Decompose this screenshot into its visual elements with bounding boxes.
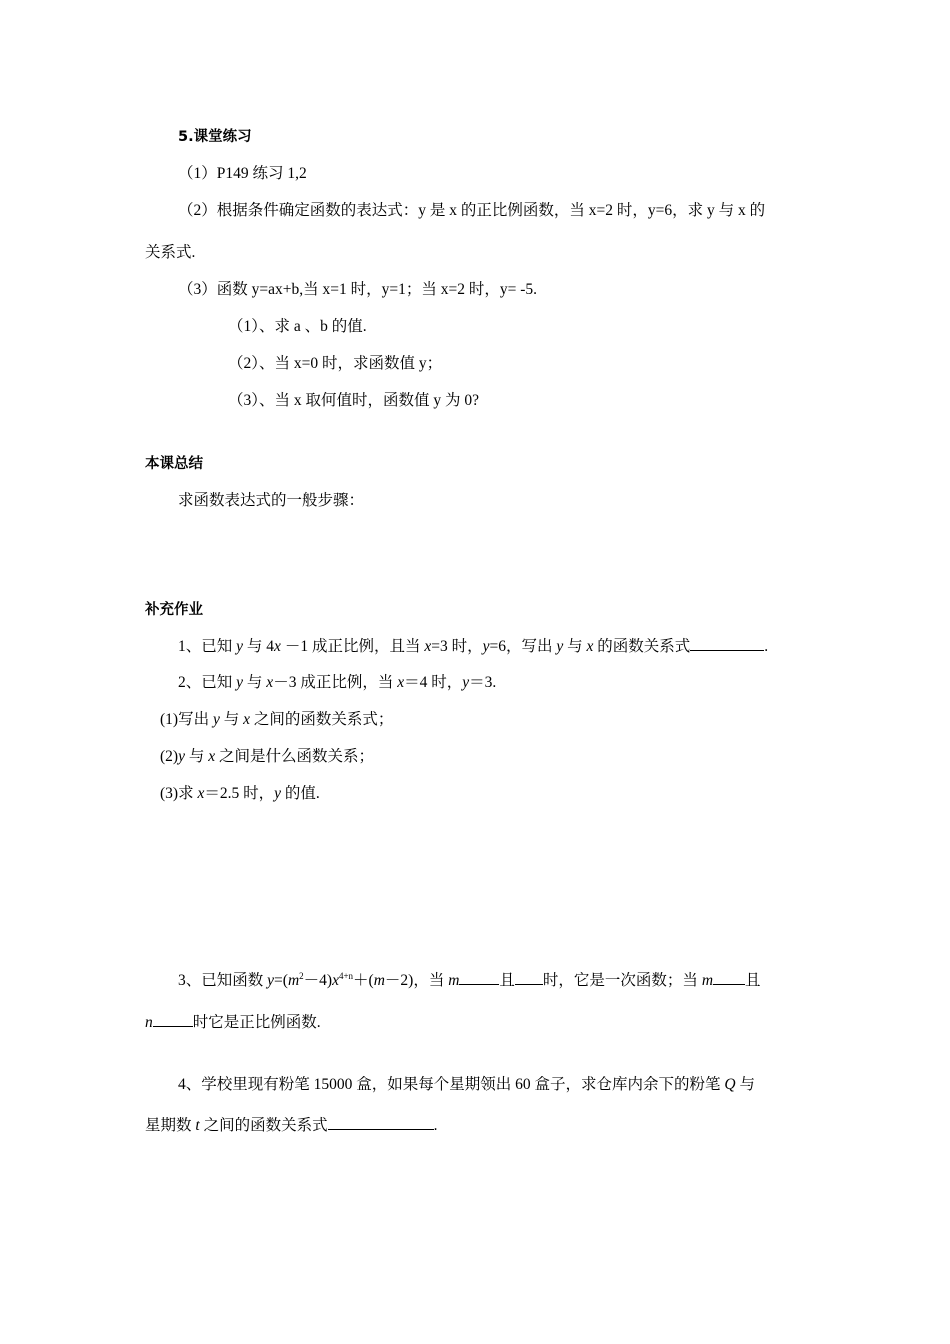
homework-question-4-line-2 xyxy=(145,1115,437,1136)
var: m xyxy=(287,972,300,989)
text: －4) xyxy=(303,972,333,989)
text: ＝4 时， xyxy=(404,674,463,691)
practice-sub-2: （2）、当 x=0 时，求函数值 y； xyxy=(228,355,443,372)
answer-blank[interactable] xyxy=(713,970,745,985)
var: x xyxy=(332,972,339,989)
practice-heading: 5.课堂练习 xyxy=(178,129,252,145)
text: －3 成正比例，当 xyxy=(273,674,398,691)
answer-blank[interactable] xyxy=(153,1012,193,1027)
text: －2)，当 xyxy=(384,972,449,989)
var: x xyxy=(266,674,274,691)
homework-heading: 补充作业 xyxy=(145,602,203,618)
text: (3)求 xyxy=(160,785,198,802)
homework-question-2 xyxy=(178,673,496,693)
practice-sub-1: （1）、求 a 、b 的值. xyxy=(228,318,367,335)
text: (1)写出 xyxy=(160,711,213,728)
var: x xyxy=(197,785,205,802)
var: y xyxy=(236,674,244,691)
homework-question-2-part-1 xyxy=(160,710,393,730)
text: ＝2.5 时， xyxy=(204,785,275,802)
text: 之间的函数关系式； xyxy=(250,711,394,728)
text: 2、已知 xyxy=(178,674,237,691)
text: 与 xyxy=(219,711,244,728)
exponent: 2 xyxy=(299,971,304,981)
text: (2) xyxy=(160,748,179,765)
text: 3、已知函数 xyxy=(178,972,268,989)
text: 与 xyxy=(563,638,587,655)
summary-text: 求函数表达式的一般步骤： xyxy=(178,492,365,509)
text: ＝3. xyxy=(469,674,497,691)
var: x xyxy=(243,711,250,728)
var: Q xyxy=(724,1076,736,1093)
practice-item-3: （3）函数 y=ax+b,当 x=1 时，y=1；当 x=2 时，y= -5. xyxy=(178,281,537,298)
text: 与 xyxy=(243,674,267,691)
text: 星期数 xyxy=(145,1117,196,1134)
text: 且 xyxy=(499,972,515,989)
var: y xyxy=(178,748,185,765)
text: －1 成正比例，且当 xyxy=(280,638,425,655)
var: m xyxy=(448,972,460,989)
answer-blank[interactable] xyxy=(690,636,764,651)
exponent: 4+n xyxy=(338,971,354,981)
practice-item-2-line-1: （2）根据条件确定函数的表达式：y 是 x 的正比例函数，当 x=2 时，y=6，求 y 与 x 的 xyxy=(178,202,766,219)
practice-sub-3: （3）、当 x 取何值时，函数值 y 为 0? xyxy=(228,392,480,409)
text: 之间的函数关系式 xyxy=(199,1117,328,1134)
var: x xyxy=(274,638,281,655)
practice-item-1: （1）P149 练习 1,2 xyxy=(178,165,307,182)
text: =6，写出 xyxy=(489,638,557,655)
var: y xyxy=(556,638,564,655)
var: m xyxy=(373,972,385,989)
homework-question-4-line-1 xyxy=(178,1075,755,1095)
var: n xyxy=(145,1014,153,1031)
practice-item-2-line-2: 关系式. xyxy=(145,244,196,261)
var: y xyxy=(267,972,275,989)
homework-question-3-line-2 xyxy=(145,1012,321,1033)
text: =( xyxy=(274,972,288,989)
text: =3 时， xyxy=(431,638,483,655)
text: 4、学校里现有粉笔 15000 盒，如果每个星期领出 60 盒子，求仓库内余下的粉笔 xyxy=(178,1076,725,1093)
var: y xyxy=(274,785,281,802)
answer-blank[interactable] xyxy=(459,970,499,985)
text: 1、已知 xyxy=(178,638,237,655)
homework-question-3-line-1 xyxy=(178,970,761,991)
var: m xyxy=(701,972,714,989)
homework-question-2-part-2 xyxy=(160,747,374,767)
text: 与 xyxy=(184,748,209,765)
var: y xyxy=(236,638,244,655)
text: . xyxy=(764,638,769,655)
text: 且 xyxy=(745,972,761,989)
var: y xyxy=(482,638,490,655)
homework-question-2-part-3 xyxy=(160,784,320,804)
text: 与 xyxy=(735,1076,755,1093)
summary-heading: 本课总结 xyxy=(145,456,203,472)
text: 的值. xyxy=(281,785,320,802)
answer-blank[interactable] xyxy=(515,970,543,985)
var: t xyxy=(195,1117,200,1134)
text: ＋( xyxy=(353,972,374,989)
var: y xyxy=(212,711,220,728)
text: 时，它是一次函数；当 xyxy=(542,972,702,989)
var: x xyxy=(397,674,405,691)
var: x xyxy=(208,748,216,765)
answer-blank[interactable] xyxy=(328,1115,434,1130)
text: 与 4 xyxy=(243,638,275,655)
text: 之间是什么函数关系； xyxy=(215,748,375,765)
var: x xyxy=(586,638,594,655)
var: x xyxy=(424,638,432,655)
var: y xyxy=(462,674,470,691)
homework-question-1 xyxy=(178,636,768,657)
text: 时它是正比例函数. xyxy=(192,1014,321,1031)
text: . xyxy=(433,1117,438,1134)
text: 的函数关系式 xyxy=(593,638,691,655)
